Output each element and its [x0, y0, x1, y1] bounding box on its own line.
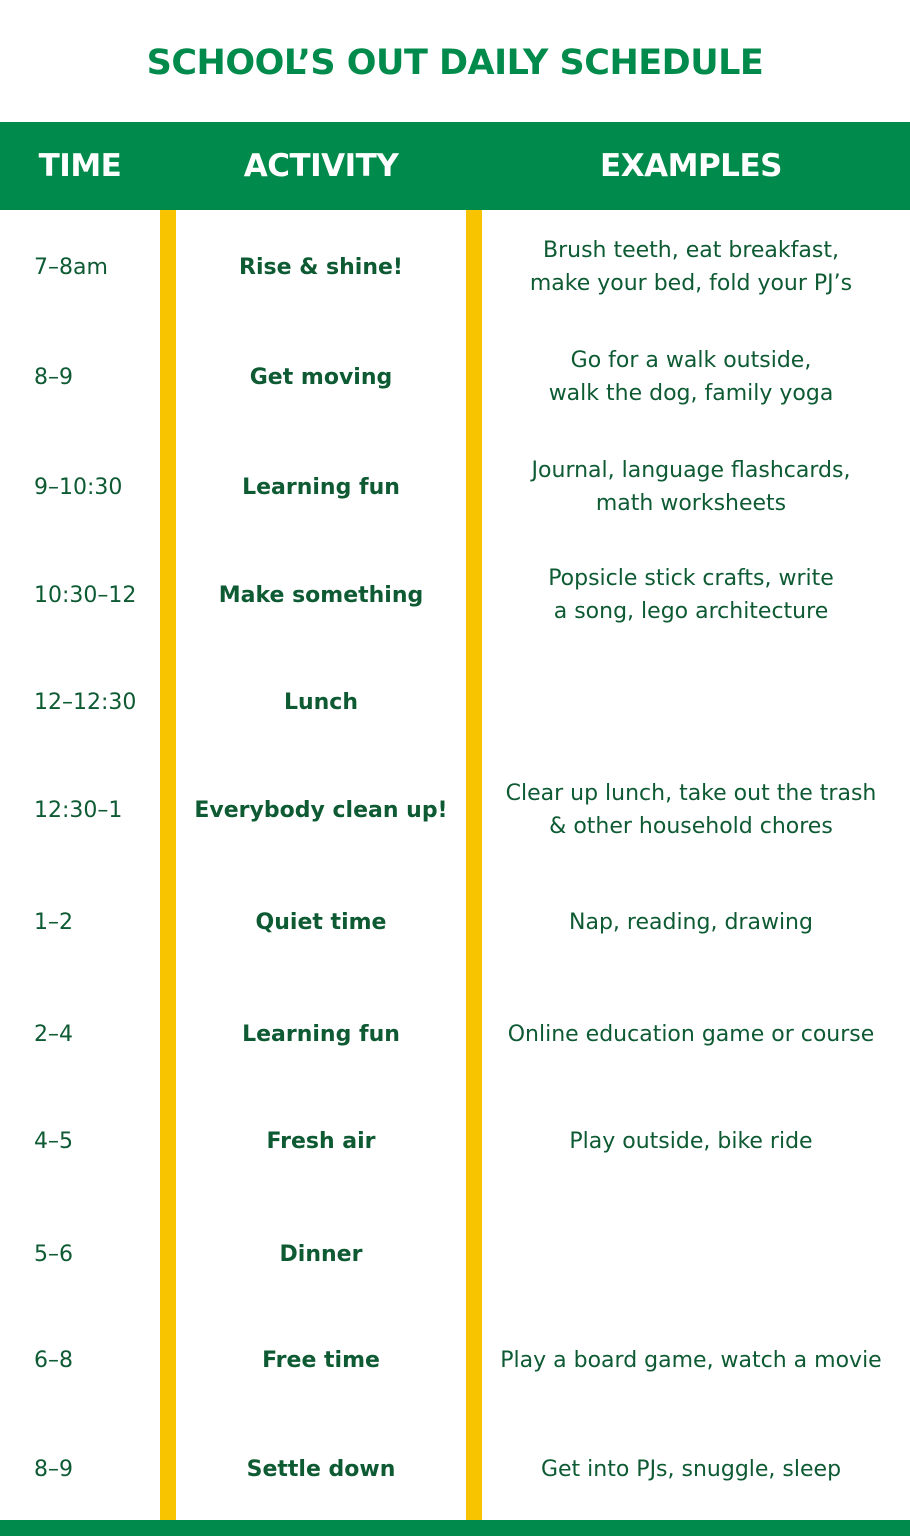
row-time: 10:30–12: [34, 582, 137, 608]
row-examples: [482, 994, 900, 1074]
row-activity: Quiet time: [255, 909, 387, 935]
row-time: 8–9: [34, 1456, 73, 1482]
example-line: Popsicle stick crafts, write: [548, 566, 834, 591]
table-row: [0, 994, 910, 1074]
table-row: [0, 662, 910, 742]
row-time: 9–10:30: [34, 474, 123, 500]
table-row: [0, 555, 910, 635]
row-activity: Get moving: [249, 364, 393, 390]
row-time: 5–6: [34, 1241, 73, 1267]
example-line: Online education game or course: [507, 1021, 875, 1047]
example-line: Journal, language flashcards,: [531, 458, 851, 483]
row-activity: Make something: [218, 582, 424, 608]
example-line: Play outside, bike ride: [569, 1128, 813, 1154]
table-row: [0, 1214, 910, 1294]
row-examples: [482, 447, 900, 527]
row-examples: [482, 662, 900, 742]
row-activity: Learning fun: [242, 1021, 400, 1047]
page-title: SCHOOL’S OUT DAILY SCHEDULE: [146, 43, 764, 83]
table-row: [0, 1320, 910, 1400]
row-examples: [482, 555, 900, 635]
footer-bar: [0, 1520, 910, 1536]
row-activity: Settle down: [246, 1456, 396, 1482]
header-activity: ACTIVITY: [243, 148, 399, 184]
row-examples: [482, 227, 900, 307]
table-row: [0, 337, 910, 417]
row-examples: [482, 1101, 900, 1181]
row-time: 7–8am: [34, 254, 108, 280]
row-time: 12:30–1: [34, 797, 123, 823]
row-examples: [482, 337, 900, 417]
example-line: walk the dog, family yoga: [548, 381, 834, 406]
row-activity: Dinner: [279, 1241, 363, 1267]
row-time: 8–9: [34, 364, 73, 390]
row-activity: Free time: [262, 1347, 380, 1373]
row-time: 6–8: [34, 1347, 73, 1373]
row-activity: Fresh air: [266, 1128, 376, 1154]
row-examples: [482, 882, 900, 962]
example-line: Clear up lunch, take out the trash: [505, 781, 877, 806]
header-examples: EXAMPLES: [600, 148, 782, 184]
row-examples: [482, 1214, 900, 1294]
example-line: math worksheets: [595, 491, 787, 516]
example-line: Get into PJs, snuggle, sleep: [540, 1456, 842, 1482]
example-line: a song, lego architecture: [553, 599, 829, 624]
table-row: [0, 447, 910, 527]
row-examples: [482, 1320, 900, 1400]
example-line: make your bed, fold your PJ’s: [529, 271, 853, 296]
row-activity: Rise & shine!: [239, 254, 403, 280]
row-activity: Lunch: [283, 689, 359, 715]
example-line: Go for a walk outside,: [570, 348, 812, 373]
table-row: [0, 1429, 910, 1509]
example-line: Brush teeth, eat breakfast,: [543, 238, 839, 263]
row-time: 2–4: [34, 1021, 73, 1047]
row-activity: Learning fun: [242, 474, 400, 500]
table-row: [0, 1101, 910, 1181]
row-examples: [482, 770, 900, 850]
row-time: 1–2: [34, 909, 73, 935]
row-time: 12–12:30: [34, 689, 137, 715]
table-row: [0, 227, 910, 307]
example-line: Nap, reading, drawing: [569, 909, 813, 935]
example-line: & other household chores: [549, 814, 833, 839]
row-examples: [482, 1429, 900, 1509]
example-line: Play a board game, watch a movie: [500, 1347, 882, 1373]
row-time: 4–5: [34, 1128, 73, 1154]
row-activity: Everybody clean up!: [194, 797, 448, 823]
table-row: [0, 770, 910, 850]
header-time: TIME: [38, 148, 122, 184]
table-row: [0, 882, 910, 962]
